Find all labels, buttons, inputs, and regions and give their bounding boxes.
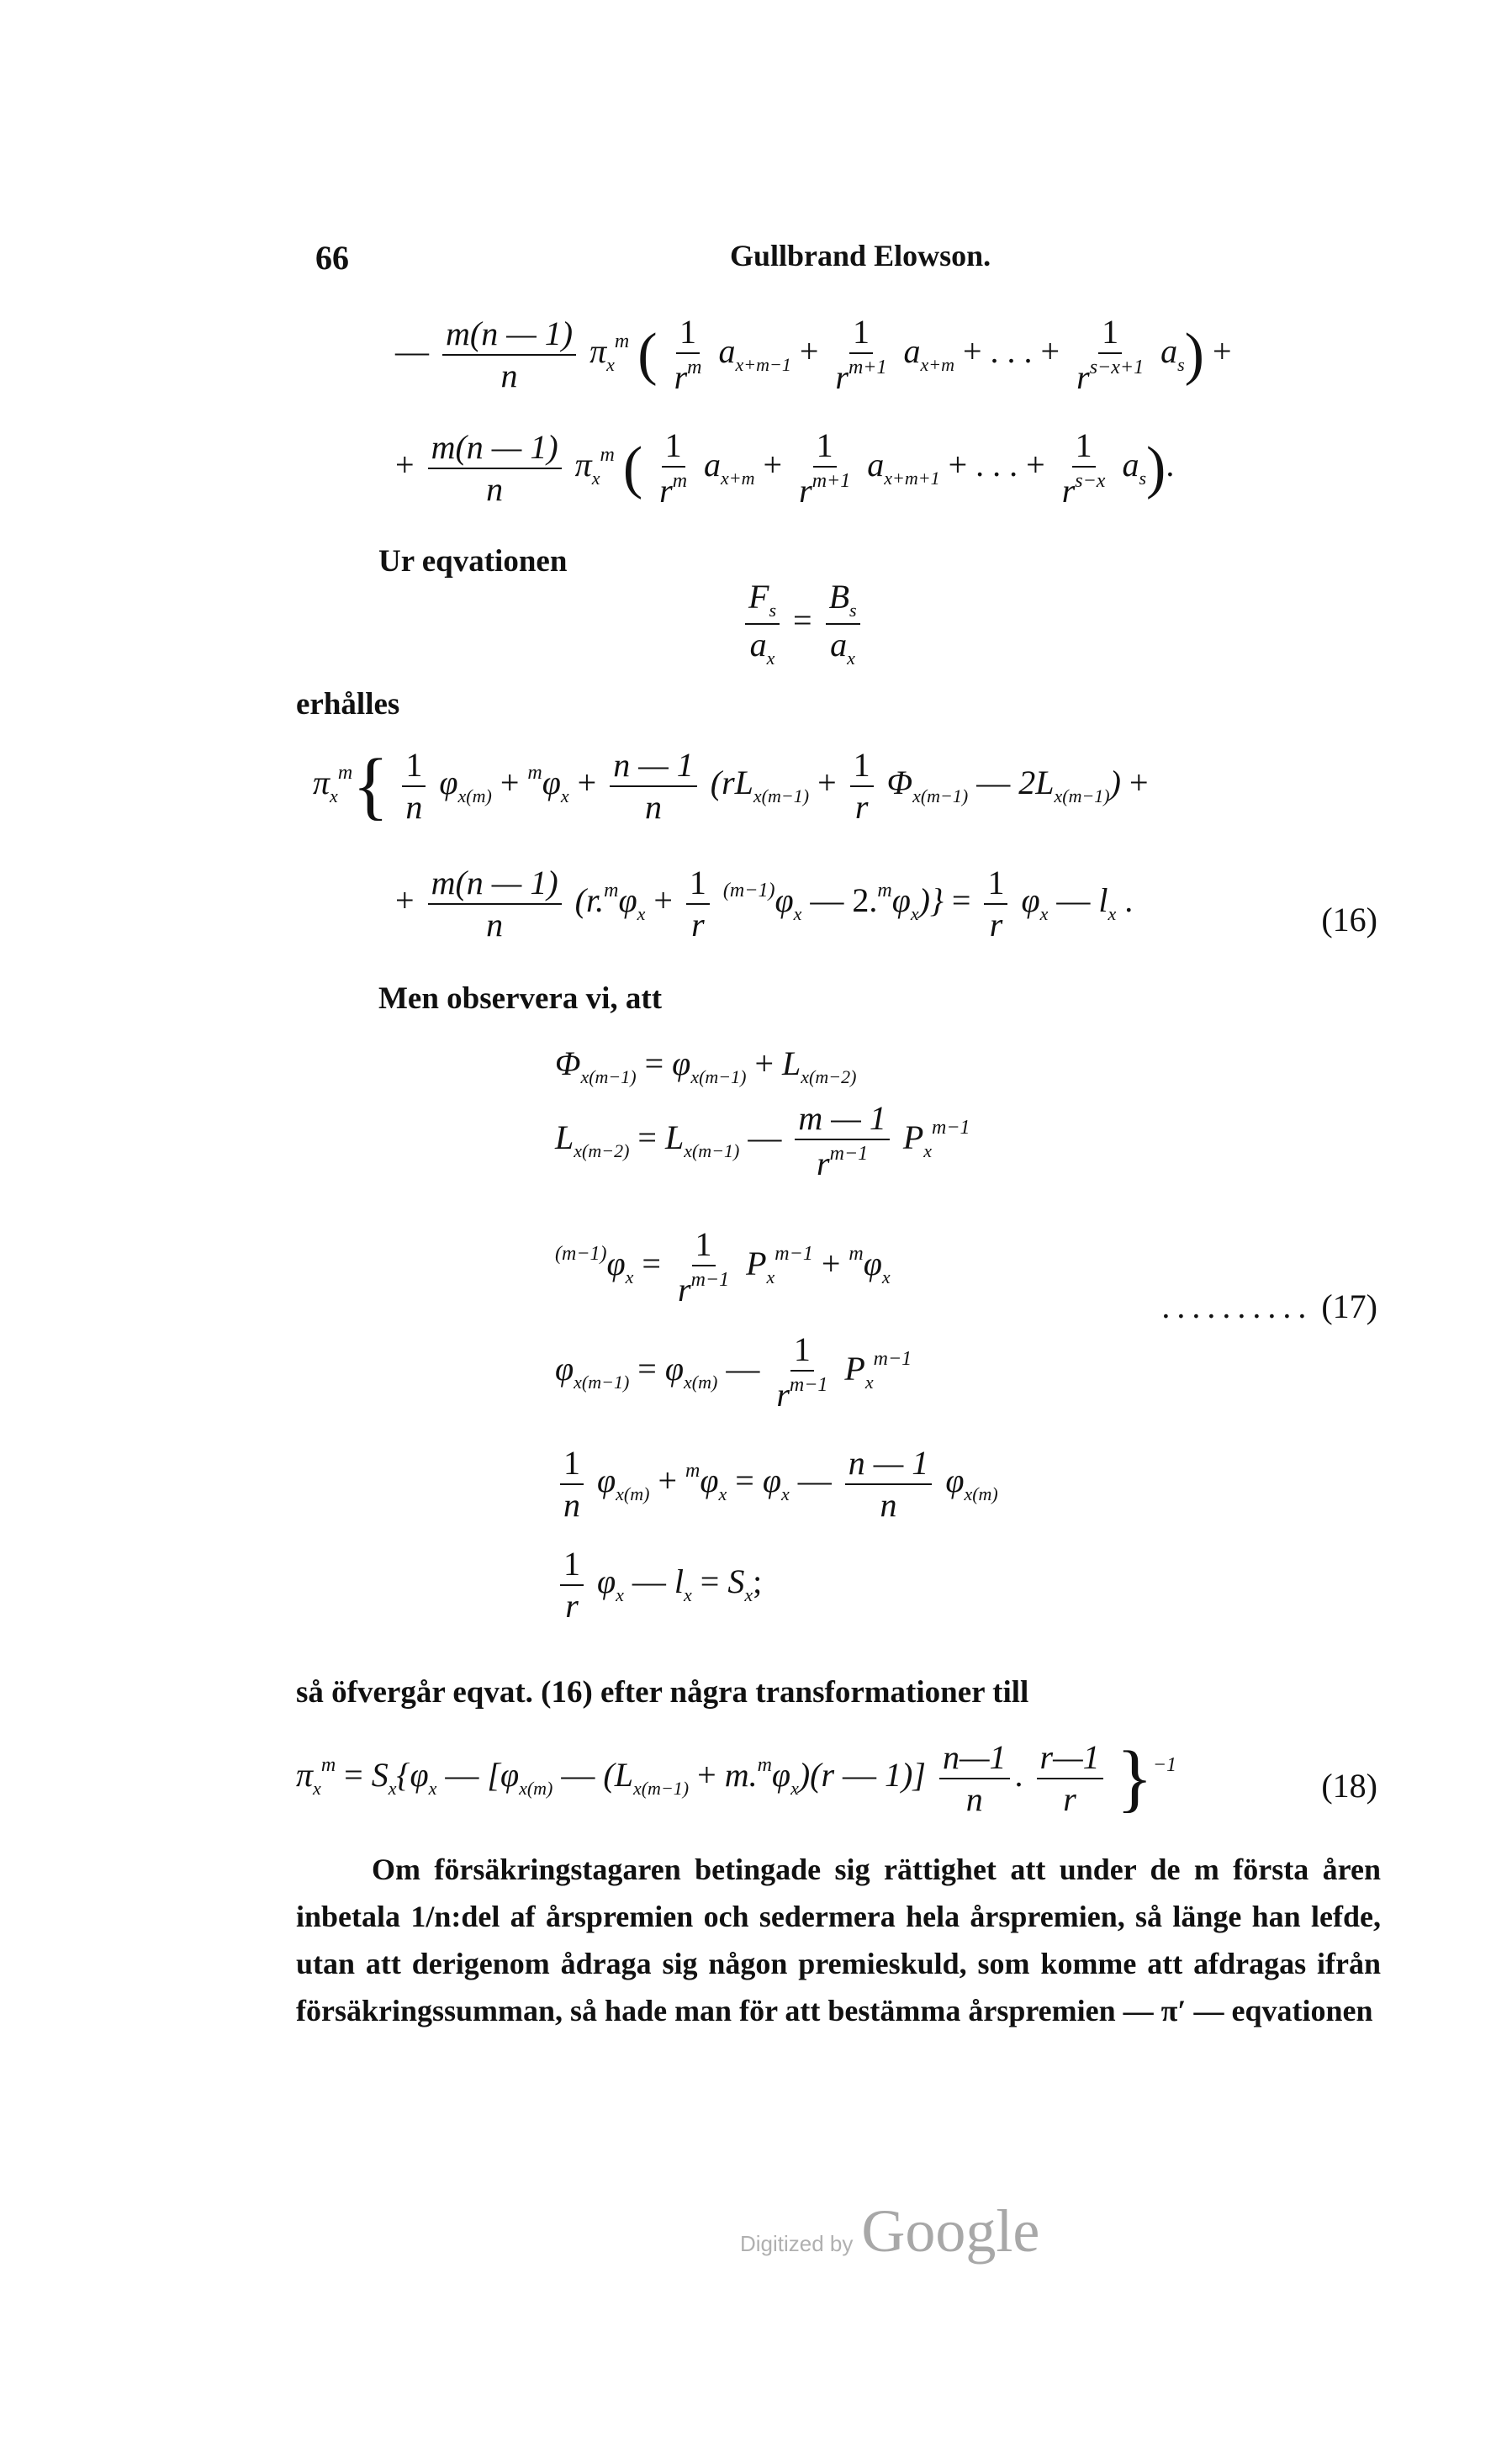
page-number: 66 xyxy=(315,239,349,277)
equation-line-4: + $\frac{m(n — 1)}{n}$ ($r.^m\varphi_x$ + $\frac{1}{r}$ $^{(m-1)}\varphi_x$ — $2.^m\varphi_x$)} = $\frac{1}{r}$ $\varphi_x$ — $l_x$ . xyxy=(395,864,1134,944)
equation-number-17-label: (17) xyxy=(1321,1287,1377,1325)
equation-number-16: (16) xyxy=(1321,901,1377,938)
equation-17a: $\Phi_{x(m-1)} = \varphi_{x(m-1)} + L_{x(m-2)}$ xyxy=(555,1044,857,1087)
equation-line-1: — $\frac{m(n — 1)}{n}$ $\pi_x^m$ ( $\frac{1}{r^m}$ $a_{x+m-1}$ + $\frac{1}{r^{m+1}}$ $a_{x+m}$ + . . . + $\frac{1}{r^{s-x+1}}$ $a_s$) + xyxy=(395,313,1232,396)
equation-17d: $\varphi_{x(m-1)} = \varphi_{x(m)}$ — $\frac{1}{r^{m-1}}$ $P_x^{m-1}$ xyxy=(555,1330,912,1414)
equation-number-18: (18) xyxy=(1321,1767,1377,1805)
running-title: Gullbrand Elowson. xyxy=(730,239,991,272)
text-sa-ofvergar: så öfvergår eqvat. (16) efter några transformationer till xyxy=(296,1675,1029,1710)
equation-number-17: .......... (17) xyxy=(1161,1287,1377,1325)
equation-line-2: + $\frac{m(n — 1)}{n}$ $\pi_x^m$ ( $\frac{1}{r^m}$ $a_{x+m}$ + $\frac{1}{r^{m+1}}$ $a_{x+m+1}$ + . . . + $\frac{1}{r^{s-x}}$ $a_s$). xyxy=(395,426,1175,510)
equation-18: $\pi_x^m = S_x\{\varphi_x$ — [$\varphi_{x(m)}$ — $(L_{x(m-1)} + m.^m\varphi_x)(r$ — 1)] $\frac{n—1}{n}$ . $\frac{r—1}{r}$ }$^{-1}$ xyxy=(296,1737,1177,1820)
google-logo: Google xyxy=(861,2197,1040,2265)
text-ur-eqvationen: Ur eqvationen xyxy=(378,544,568,579)
equation-17c: $^{(m-1)}\varphi_x$ = $\frac{1}{r^{m-1}}$ $P_x^{m-1} + ^m\varphi_x$ xyxy=(555,1225,891,1308)
equation-17e: $\frac{1}{n}$ $\varphi_{x(m)} + ^m\varphi_x = \varphi_x$ — $\frac{n — 1}{n}$ $\varphi_{x(m)}$ xyxy=(555,1446,998,1522)
body-paragraph xyxy=(296,1846,1381,2034)
equation-17b: $L_{x(m-2)} = L_{x(m-1)}$ — $\frac{m — 1}{r^{m-1}}$ $P_x^{m-1}$ xyxy=(555,1099,970,1182)
equation-line-3: $\pi_x^m${ $\frac{1}{n}$ $\varphi_{x(m)} + ^m\varphi_x$ + $\frac{n — 1}{n}$ ($rL_{x(m-1)}$ + $\frac{1}{r}$ $\Phi_{x(m-1)}$ — $2L_{x(m-1)}$) + xyxy=(313,744,1149,827)
paragraph-text: Om försäkringstagaren betingade sig rättighet att under de m första åren inbetala 1/n:del af årspremien och sedermera hela årspremien, så länge han lefde, utan att derigenom ådraga sig någon premieskuld, som komme att afdragas ifrån försäkringssumman, så hade man för att bestämma årspremien — π′ — eqvationen xyxy=(296,1853,1381,2027)
digitized-footer xyxy=(740,2196,1039,2266)
text-men-observera: Men observera vi, att xyxy=(378,981,663,1016)
digitized-by-text: Digitized by xyxy=(740,2231,854,2256)
text-erhalles: erhålles xyxy=(296,687,400,722)
equation-17f: $\frac{1}{r}$ $\varphi_x$ — $l_x = S_x$; xyxy=(555,1547,762,1623)
equation-f-over-b: $\frac{F_s}{a_x}$ = $\frac{B_s}{a_x}$ xyxy=(740,580,865,668)
